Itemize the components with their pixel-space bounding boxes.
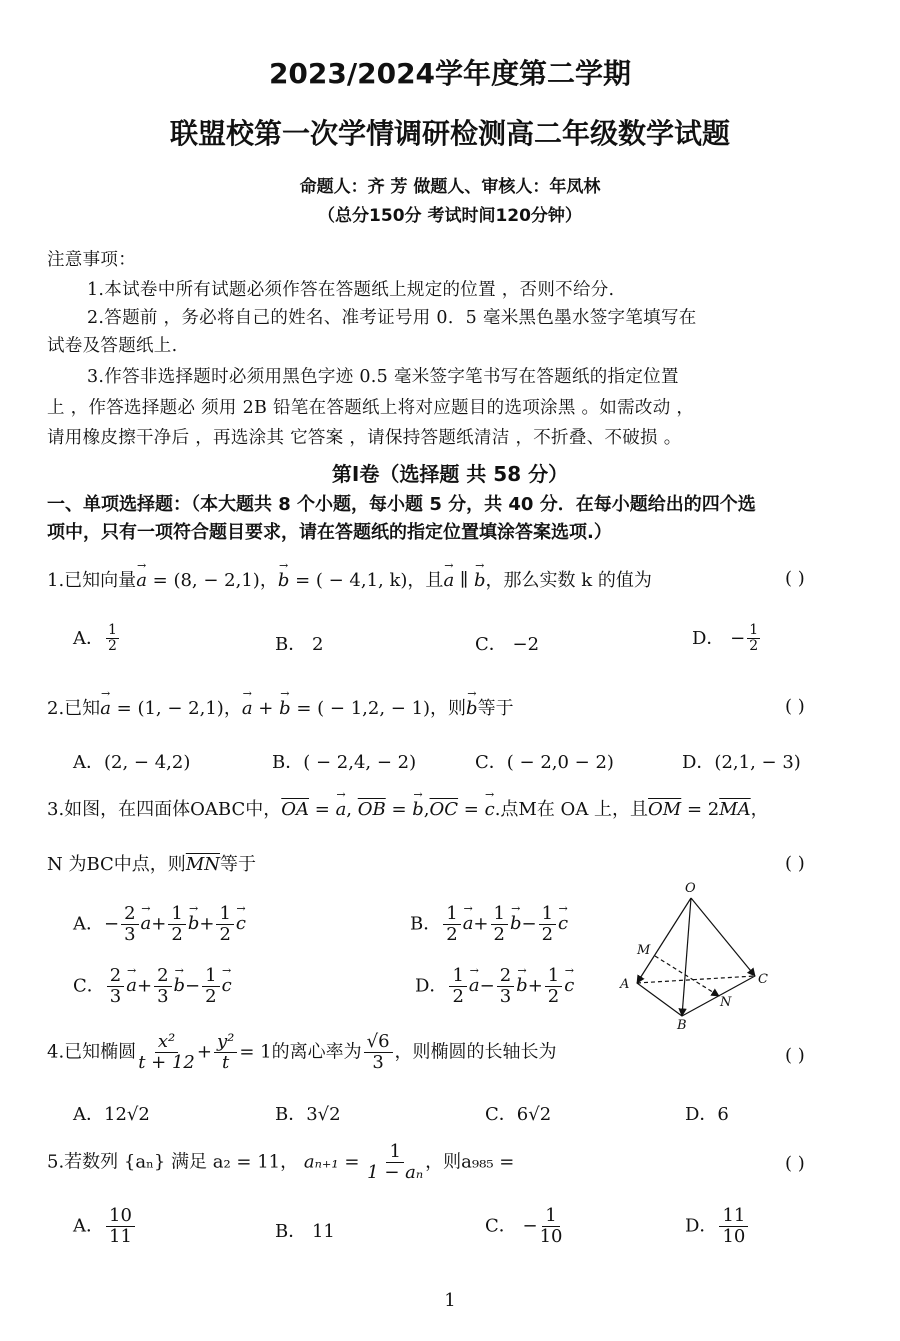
q2-sum-value: = ( − 1,2, − 1)，则 <box>290 698 467 719</box>
q2-option-b: B．( − 2,4, − 2) <box>272 752 417 773</box>
frac-den: 1 − aₙ <box>367 1161 424 1183</box>
edge-bc <box>682 976 755 1016</box>
section-instructions-b: 项中，只有一项符合题目要求，请在答题纸的指定位置填涂答案选项.） <box>47 522 612 543</box>
q4-option-a: A．12√2 <box>73 1104 150 1125</box>
edge-oa <box>637 898 691 983</box>
frac: $\frac{1}{2}$ <box>216 904 233 945</box>
q5-option-c <box>485 1206 564 1247</box>
q1-stem <box>47 566 652 592</box>
q4-option-d: D．6 <box>685 1104 729 1125</box>
q1-option-d-fraction <box>747 623 760 655</box>
vector-ma: $\overline{MA}$ <box>719 799 751 820</box>
frac-den: 10 <box>722 1225 746 1247</box>
notes-item-3a: 3.作答非选择题时必须用黑色字迹 0.5 毫米签字笔书写在答题纸的指定位置 <box>87 367 679 387</box>
frac-num: 10 <box>106 1206 135 1227</box>
frac: $\frac{1}{2}$ <box>539 904 556 945</box>
q3-answer-paren: ( ) <box>785 853 805 874</box>
notes-item-2b: 试卷及答题纸上. <box>47 336 178 356</box>
q5-option-d-label: D． <box>685 1215 718 1237</box>
q4-prefix: 4.已知椭圆 <box>47 1041 137 1063</box>
q4-eq1: = 1的离心率为 <box>239 1041 362 1063</box>
q4-answer-paren: ( ) <box>785 1045 805 1066</box>
exam-authors: 命题人：齐 芳 做题人、审核人：年凤林 <box>299 177 601 197</box>
section-instructions-a: 一、单项选择题：（本大题共 8 个小题，每小题 5 分，共 40 分．在每小题给出的四个选 <box>47 494 756 515</box>
frac: $\frac{1}{2}$ <box>168 904 185 945</box>
vector-ob: $\overline{OB}$ <box>357 799 386 820</box>
frac-den: t <box>222 1051 230 1073</box>
q1-suffix: ，那么实数 k 的值为 <box>485 570 652 591</box>
vector-a: → a <box>242 698 253 719</box>
frac-den: t + 12 <box>138 1051 195 1073</box>
vector-a: → a <box>136 570 147 591</box>
q4-stem <box>47 1032 557 1073</box>
frac-num: 1 <box>108 622 117 638</box>
vector-c: → c <box>485 799 495 820</box>
q3-option-a: A．− $\frac{2}{3}$ → a+ $\frac{1}{2}$ → b+ $\frac{1}{2}$ → c <box>73 904 246 945</box>
edge-ac <box>637 976 755 983</box>
frac <box>540 1206 563 1247</box>
q3-option-b: B． $\frac{1}{2}$ → a+ $\frac{1}{2}$ → b− $\frac{1}{2}$ → c <box>410 904 568 945</box>
q1-b-value: = ( − 4,1, k)，且 <box>289 570 444 591</box>
frac-num: x² <box>155 1032 178 1053</box>
q5-answer-paren: ( ) <box>785 1153 805 1174</box>
exam-score-time: （总分150分 考试时间120分钟） <box>318 206 582 226</box>
frac: $\frac{1}{2}$ <box>449 966 466 1007</box>
exam-title-year: 2023/2024学年度第二学期 <box>268 57 632 90</box>
q3-stem-line2 <box>47 850 256 876</box>
vector-b: → b <box>474 570 486 591</box>
q5-option-d <box>685 1206 750 1247</box>
frac <box>138 1032 195 1073</box>
notes-item-3b: 上 ，作答选择题必 须用 2B 铅笔在答题纸上将对应题目的选项涂黑 。如需改动 ， <box>47 398 695 418</box>
q1-option-b: B． 2 <box>275 634 324 655</box>
edge-ob <box>682 898 691 1016</box>
q3-option-d-label: D． <box>415 975 448 997</box>
q4-option-b: B．3√2 <box>275 1104 341 1125</box>
edge-ab <box>637 983 682 1016</box>
frac-den: 2 <box>749 638 759 655</box>
frac: $\frac{1}{2}$ <box>491 904 508 945</box>
frac-den: 11 <box>109 1225 132 1247</box>
q1-prefix: 1.已知向量 <box>47 570 137 591</box>
q1-a-value: = (8, − 2,1)， <box>146 570 278 591</box>
q5-suffix: ，则a₉₈₅ = <box>425 1151 515 1173</box>
vector-a: → a <box>336 799 347 820</box>
q4-suffix: ，则椭圆的长轴长为 <box>394 1041 557 1063</box>
q5-option-c-label: C． − <box>485 1215 538 1237</box>
notes-item-1: 1.本试卷中所有试题必须作答在答题纸上规定的位置 ，否则不给分. <box>87 280 615 300</box>
frac-den: 3 <box>372 1051 384 1073</box>
frac: $\frac{1}{2}$ <box>202 966 219 1007</box>
frac-den: 10 <box>539 1225 563 1247</box>
q3-option-c-label: C． <box>73 975 105 997</box>
q2-plus: + <box>252 698 280 719</box>
vector-b: → b <box>278 570 290 591</box>
vector-a: → a <box>443 570 454 591</box>
label-m: M <box>637 943 651 958</box>
q4-option-c: C．6√2 <box>485 1104 552 1125</box>
q2-prefix: 2.已知 <box>47 698 101 719</box>
frac: $\frac{2}{3}$ <box>121 904 138 945</box>
q3-option-a-label: A． <box>73 913 104 935</box>
frac: $\frac{1}{2}$ <box>545 966 562 1007</box>
q1-option-a-label: A． <box>73 627 104 649</box>
q2-a-value: = (1, − 2,1)， <box>110 698 242 719</box>
label-n: N <box>720 995 732 1010</box>
q2-option-c: C．( − 2,0 − 2) <box>475 752 614 773</box>
label-a: A <box>620 977 630 992</box>
vector-b: → b <box>466 698 478 719</box>
q2-option-a: A．(2, − 4,2) <box>73 752 191 773</box>
q1-option-d <box>692 623 762 655</box>
q2-option-d: D．(2,1, − 3) <box>682 752 801 773</box>
frac-num: 1 <box>542 1206 559 1227</box>
exam-title-main: 联盟校第一次学情调研检测高二年级数学试题 <box>169 117 730 150</box>
q5-stem <box>47 1142 514 1183</box>
frac: $\frac{2}{3}$ <box>107 966 124 1007</box>
frac <box>364 1032 393 1073</box>
q2-stem <box>47 694 514 720</box>
frac: $\frac{2}{3}$ <box>154 966 171 1007</box>
q3-prefix: 3.如图，在四面体OABC中， <box>47 799 282 820</box>
vector-om: $\overline{OM}$ <box>648 799 682 820</box>
q3-mid: .点M在 OA 上，且 <box>494 799 649 820</box>
section-title: 第Ⅰ卷（选择题 共 58 分） <box>331 462 569 486</box>
vector-b: → b <box>279 698 291 719</box>
notes-item-3c: 请用橡皮擦干净后 ，再选涂其 它答案 ，请保持答题纸清洁 ，不折叠、不破损 。 <box>47 428 682 448</box>
frac <box>214 1032 237 1073</box>
notes-heading: 注意事项： <box>47 250 136 270</box>
label-c: C <box>758 972 768 987</box>
q1-option-d-label: D． − <box>692 627 746 649</box>
vector-mn-line <box>655 956 719 996</box>
eq: = <box>458 799 485 820</box>
notes-item-2a: 2.答题前 ，务必将自己的姓名、准考证号用 0．5 毫米黑色墨水签字笔填写在 <box>87 308 697 328</box>
q2-suffix: 等于 <box>477 698 514 719</box>
frac: $\frac{1}{2}$ <box>443 904 460 945</box>
frac <box>719 1206 748 1247</box>
frac: $\frac{2}{3}$ <box>497 966 514 1007</box>
vector-mn: $\overline{MN}$ <box>185 854 220 875</box>
q1-option-a-fraction <box>106 623 119 655</box>
vector-oc: $\overline{OC}$ <box>429 799 459 820</box>
frac <box>106 1206 135 1247</box>
q5-option-b: B． 11 <box>275 1221 335 1242</box>
frac-num: 11 <box>719 1206 748 1227</box>
frac-num: √6 <box>364 1032 393 1053</box>
eq2: = 2 <box>681 799 720 820</box>
frac-num: 1 <box>749 622 759 638</box>
label-b: B <box>677 1018 687 1033</box>
frac-den: 2 <box>108 638 117 655</box>
q1-option-c: C． −2 <box>475 634 540 655</box>
q3-option-c: C． $\frac{2}{3}$ → a+ $\frac{2}{3}$ → b− $\frac{1}{2}$ → c <box>73 966 232 1007</box>
frac-num: 1 <box>386 1142 403 1163</box>
label-o: O <box>685 881 696 896</box>
q3-line2-b: 等于 <box>220 854 256 875</box>
vector-b: → b <box>412 799 424 820</box>
q1-answer-paren: ( ) <box>785 568 805 589</box>
q3-line2-a: N 为BC中点，则 <box>47 854 186 875</box>
page-number: 1 <box>444 1290 456 1311</box>
frac <box>367 1142 423 1183</box>
vector-a: → a <box>100 698 111 719</box>
tetrahedron-figure <box>615 878 785 1033</box>
q3-option-b-label: B． <box>410 913 442 935</box>
q1-option-a <box>73 623 121 655</box>
q5-option-a <box>73 1206 137 1247</box>
eq: = <box>385 799 413 820</box>
q3-option-d: D． $\frac{1}{2}$ → a− $\frac{2}{3}$ → b+ $\frac{1}{2}$ → c <box>415 966 574 1007</box>
q5-option-a-label: A． <box>73 1215 104 1237</box>
eq: = <box>309 799 336 820</box>
edge-oc <box>691 898 755 976</box>
plus: + <box>196 1041 212 1063</box>
vector-oa: $\overline{OA}$ <box>281 799 310 820</box>
q5-lhs: aₙ₊₁ = <box>303 1151 366 1173</box>
q2-answer-paren: ( ) <box>785 696 805 717</box>
q3-stem-line1: 3.如图，在四面体OABC中，$\overline{OA}$ = → a, $\overline{OB}$ = → $b,\overline{OC}$ = → c.点M在 OA 上，且$\overline{OM} = 2\overline{MA}$， <box>47 795 769 821</box>
frac-num: y² <box>214 1032 237 1053</box>
q1-parallel: ∥ <box>454 570 474 591</box>
q5-prefix: 5.若数列 {aₙ} 满足 a₂ = 11， <box>47 1151 299 1173</box>
